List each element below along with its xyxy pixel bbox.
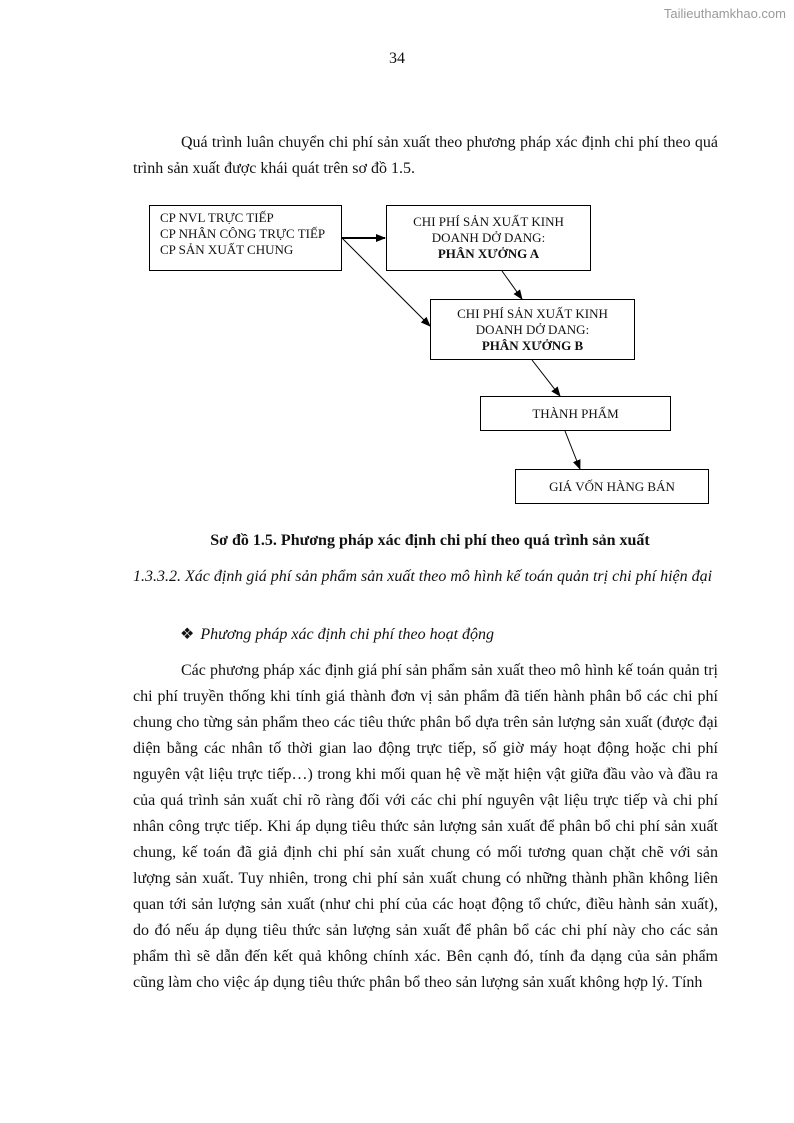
input-cost-1: CP NVL TRỰC TIẾP [160, 210, 274, 225]
finished-label: THÀNH PHẨM [532, 405, 619, 421]
box-direct-costs [149, 205, 342, 271]
wip-b-line2: DOANH DỞ DANG: [475, 321, 590, 337]
intro-paragraph: Quá trình luân chuyển chi phí sản xuất theo phương pháp xác định chi phí theo quá trình sản xuất được khái quát trên sơ đồ 1.5. [133, 134, 718, 177]
box-finished-goods [480, 396, 671, 431]
page-number: 34 [389, 50, 405, 67]
watermark: Tailieuthamkhao.com [663, 6, 786, 21]
wip-b-line3: PHÂN XƯỞNG B [481, 337, 584, 353]
arrow-b-to-finished [532, 360, 560, 396]
wip-a-line1: CHI PHÍ SẢN XUẤT KINH [413, 214, 564, 229]
bullet-heading [180, 624, 494, 644]
input-cost-3: CP SẢN XUẤT CHUNG [160, 242, 294, 257]
box-cost-of-goods-sold [515, 469, 709, 504]
flow-diagram [0, 0, 794, 520]
wip-a-line2: DOANH DỞ DANG: [431, 230, 546, 245]
input-cost-2: CP NHÂN CÔNG TRỰC TIẾP [160, 226, 326, 241]
section-subheading: 1.3.3.2. Xác định giá phí sản phẩm sản xuất theo mô hình kế toán quản trị chi phí hiện đại [133, 568, 713, 585]
wip-b-line1: CHI PHÍ SẢN XUẤT KINH [457, 305, 608, 321]
body-paragraph: Các phương pháp xác định giá phí sản phẩm sản xuất theo mô hình kế toán quản trị chi phí truyền thống khi tính giá thành đơn vị sản phẩm đã tiến hành phân bổ các chi phí chung cho từng sản phẩm theo các tiêu thức phân bổ dựa trên sản lượng sản xuất (được đại diện bằng các nhân tố thời gian lao động trực tiếp, số giờ máy hoạt động hoặc chi phí nguyên vật liệu trực tiếp…) trong khi mối quan hệ về mặt hiện vật giữa đầu vào và đầu ra của quá trình sản xuất chỉ rõ ràng đối với các chi phí nguyên vật liệu trực tiếp và chi phí nhân công trực tiếp. Khi áp dụng tiêu thức sản lượng sản xuất để phân bổ chi phí sản xuất chung, kế toán đã giả định chi phí sản xuất chung có mối tương quan chặt chẽ với sản lượng sản xuất. Tuy nhiên, trong chi phí sản xuất chung có những thành phần không liên quan tới sản lượng sản xuất (như chi phí của các hoạt động tổ chức, điều hành sản xuất), do đó nếu áp dụng tiêu thức sản lượng sản xuất để phân bổ các chi phí này cho các sản phẩm thì sẽ dẫn đến kết quả không chính xác. Bên cạnh đó, tính đa dạng của sản phẩm cũng làm cho việc áp dụng tiêu thức phân bổ theo sản lượng sản xuất không hợp lý. Tính [133, 662, 718, 991]
diamond-bullet-icon: ❖ [180, 626, 195, 643]
wip-a-line3: PHÂN XƯỞNG A [437, 246, 540, 261]
box-wip-workshop-b [430, 299, 635, 360]
box-wip-workshop-a [386, 205, 591, 271]
arrow-a-to-b [502, 271, 522, 299]
cogs-label: GIÁ VỐN HÀNG BÁN [549, 478, 675, 494]
diagram-caption: Sơ đồ 1.5. Phương pháp xác định chi phí theo quá trình sản xuất [210, 532, 650, 549]
bullet-text: Phương pháp xác định chi phí theo hoạt động [200, 626, 495, 643]
arrow-finished-to-cogs [565, 431, 580, 469]
